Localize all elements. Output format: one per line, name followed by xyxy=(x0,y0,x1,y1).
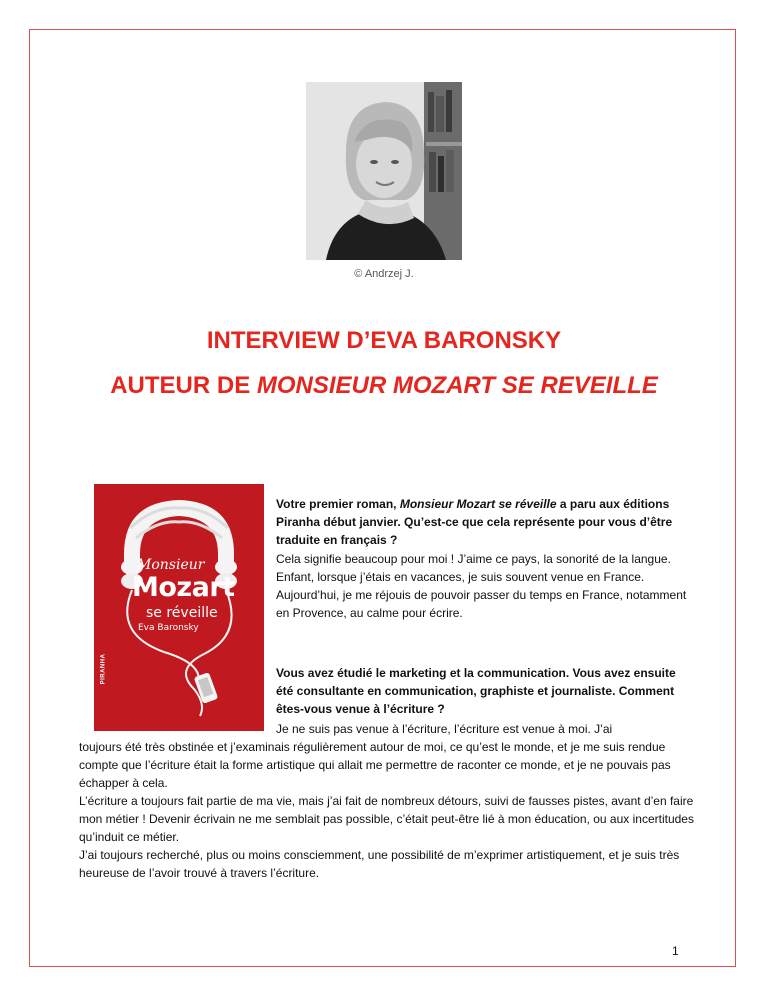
question-1 xyxy=(276,495,696,549)
book-title-mozart: Mozart xyxy=(132,572,235,603)
title-prefix: AUTEUR DE xyxy=(110,372,257,399)
page-number: 1 xyxy=(672,944,679,958)
photo-credit: © Andrzej J. xyxy=(354,268,414,280)
author-portrait-image xyxy=(306,82,462,260)
answer-2-paragraph-3: J’ai toujours recherché, plus ou moins consciemment, une possibilité de m’exprimer artistiquement, et je suis très heureuse de l’avoir trouvé à travers l’écriture. xyxy=(79,848,680,880)
question-1-book-title: Monsieur Mozart se réveille xyxy=(399,497,557,511)
book-cover-image xyxy=(94,484,264,731)
answer-2-first-line: Je ne suis pas venue à l’écriture, l’écriture est venue à moi. J’ai xyxy=(276,722,613,736)
answer-2-paragraph-2: L’écriture a toujours fait partie de ma vie, mais j’ai fait de nombreux détours, suivi de fausses pistes, avant d’en faire mon métier ! Devenir écrivain ne me semblait pas possible, c’était peut-être lié à mon éducation, ou aux incertitudes qu’induit ce métier. xyxy=(79,794,694,844)
book-publisher-logo: PIRANHA xyxy=(100,653,107,685)
page-title-line1: INTERVIEW D’EVA BARONSKY xyxy=(206,327,562,354)
page-title-line2 xyxy=(0,372,768,400)
title-book-name: MONSIEUR MOZART SE REVEILLE xyxy=(256,372,658,399)
question-1-suffix: a paru aux éditions Piranha début janvier. Qu’est-ce que cela représente pour vous d’être traduite en français ? xyxy=(276,497,673,547)
book-title-se-reveille: se réveille xyxy=(146,605,218,621)
portrait-illustration xyxy=(306,82,462,260)
question-2: Vous avez étudié le marketing et la communication. Vous avez ensuite été consultante en communication, graphiste et journaliste. Comment êtes-vous venue à l’écriture ? xyxy=(276,666,676,716)
answer-1: Cela signifie beaucoup pour moi ! J’aime ce pays, la sonorité de la langue. Enfant, lorsque j’étais en vacances, je suis souvent venue en France. Aujourd’hui, je me réjouis de pouvoir passer du temps en France, notamment en Provence, au calme pour écrire. xyxy=(276,552,687,620)
question-1-prefix: Votre premier roman, xyxy=(276,497,400,511)
answer-2-paragraph-1: toujours été très obstinée et j’examinais régulièrement autour de moi, ce qu’est le monde, et je me suis rendue compte que l’écriture était la forme artistique qui allait me permettre de raconter ce monde, et je ne pouvais pas échapper à cela. xyxy=(79,740,671,790)
book-author: Eva Baronsky xyxy=(138,623,199,633)
book-title-monsieur: Monsieur xyxy=(137,557,205,573)
